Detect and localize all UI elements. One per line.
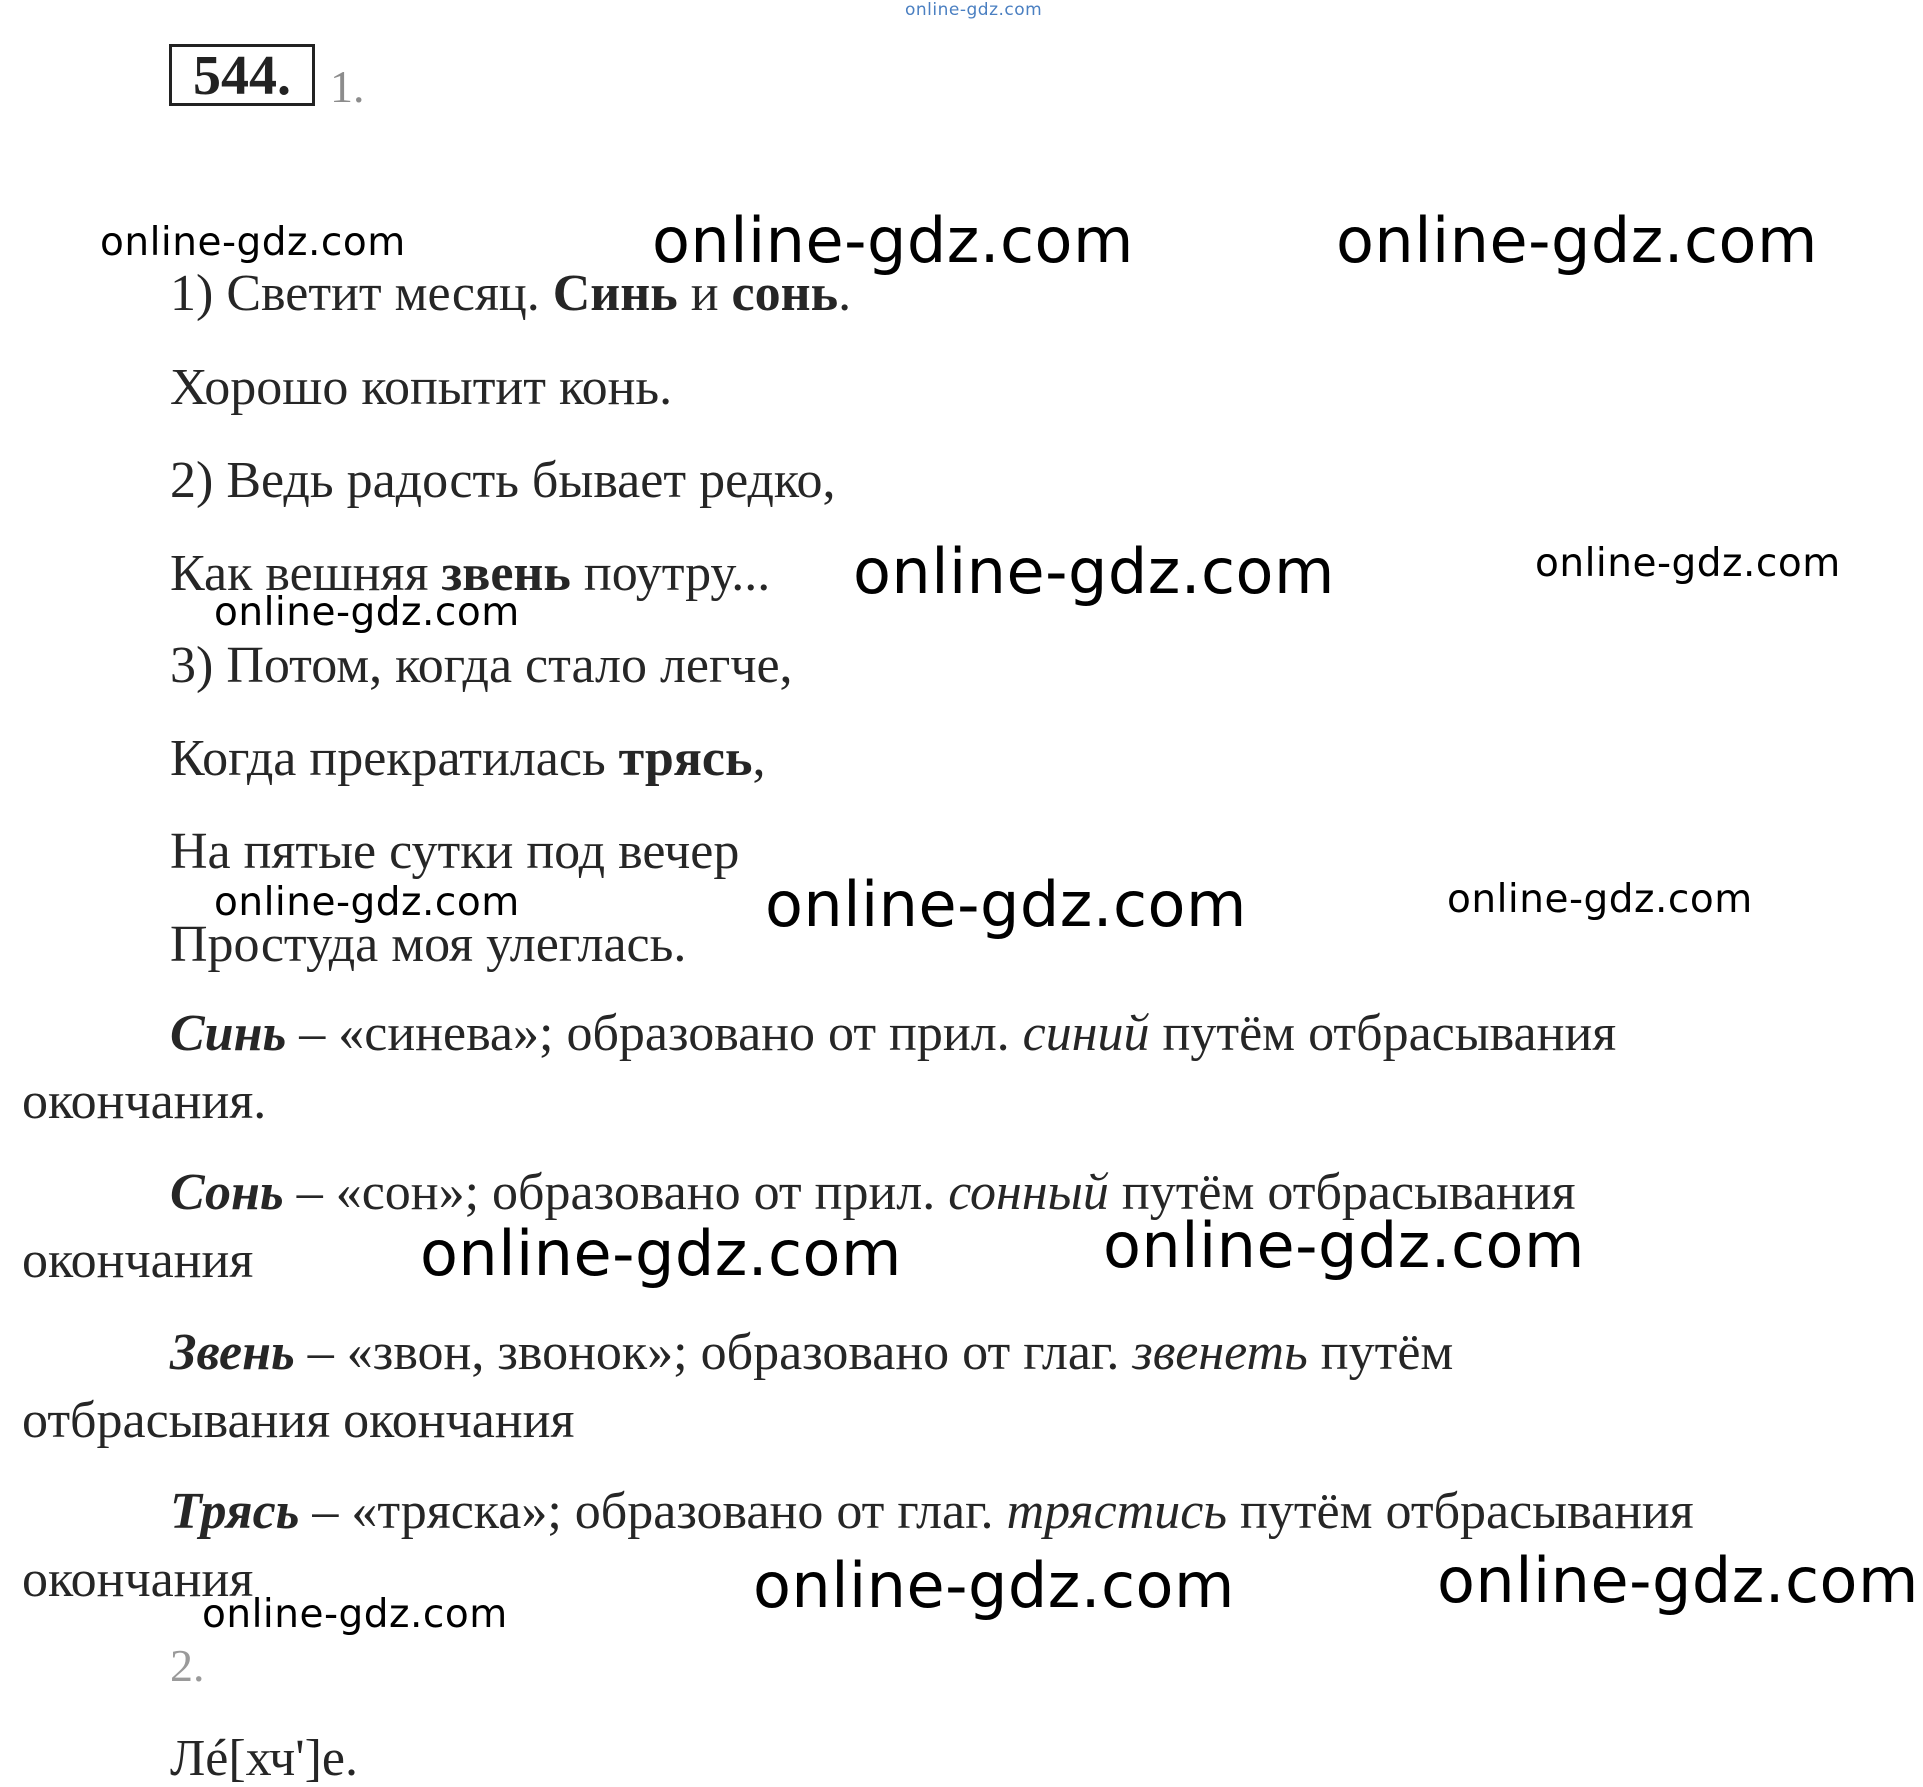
definition-term: Синь — [170, 1005, 287, 1062]
word-zven: звень — [441, 545, 571, 602]
watermark: online-gdz.com — [1437, 1544, 1919, 1617]
word-tryas: трясь — [618, 730, 753, 787]
definition-sin-cont: окончания. — [22, 1073, 267, 1130]
definition-rest: путём отбрасывания — [1149, 1005, 1617, 1062]
definition-text: – «тряска»; образовано от глаг. — [299, 1483, 1007, 1540]
definition-text: – «звон, звонок»; образовано от глаг. — [294, 1324, 1133, 1381]
watermark: online-gdz.com — [100, 220, 406, 265]
word-son: сонь — [731, 265, 839, 322]
watermark: online-gdz.com — [214, 880, 520, 925]
poem1-line1-end: . — [838, 265, 852, 322]
definition-rest: путём отбрасывания — [1108, 1164, 1576, 1221]
poem3-line2-end: , — [752, 730, 766, 787]
poem2-line2-end: поутру... — [570, 545, 771, 602]
poem2-line2-text: Как вешняя — [170, 545, 442, 602]
part1-label: 1. — [330, 61, 365, 112]
definition-term: Сонь — [170, 1164, 284, 1221]
definition-sin — [170, 1005, 1617, 1062]
definition-source: сонный — [948, 1164, 1109, 1221]
definition-son-cont: окончания — [22, 1232, 254, 1289]
watermark: online-gdz.com — [652, 204, 1134, 277]
poem3-line2 — [170, 730, 766, 787]
watermark: online-gdz.com — [853, 535, 1335, 608]
watermark: online-gdz.com — [753, 1549, 1235, 1622]
poem3-line4: Простуда моя улеглась. — [170, 916, 687, 973]
definition-zven-cont: отбрасывания окончания — [22, 1392, 575, 1449]
definition-source: трястись — [1006, 1483, 1227, 1540]
poem3-line1: 3) Потом, когда стало легче, — [170, 637, 793, 694]
part2-label: 2. — [170, 1640, 205, 1691]
watermark: online-gdz.com — [202, 1592, 508, 1637]
definition-source: синий — [1022, 1005, 1150, 1062]
watermark: online-gdz.com — [1447, 877, 1753, 922]
watermark: online-gdz.com — [214, 590, 520, 635]
definition-term: Трясь — [170, 1483, 300, 1540]
definition-rest: путём отбрасывания — [1226, 1483, 1694, 1540]
poem1-line1-and: и — [677, 265, 732, 322]
top-watermark: online-gdz.com — [905, 0, 1043, 20]
watermark: online-gdz.com — [420, 1217, 902, 1290]
definition-text: – «синева»; образовано от прил. — [286, 1005, 1023, 1062]
definition-zven — [170, 1324, 1454, 1381]
definition-text: – «сон»; образовано от прил. — [283, 1164, 949, 1221]
exercise-number-box: 544. — [169, 44, 315, 106]
poem3-line2-text: Когда прекратилась — [170, 730, 619, 787]
watermark: online-gdz.com — [1535, 541, 1841, 586]
watermark: online-gdz.com — [765, 868, 1247, 941]
definition-rest: путём — [1307, 1324, 1454, 1381]
word-sin: Синь — [552, 265, 678, 322]
watermark: online-gdz.com — [1336, 204, 1818, 277]
poem3-line3: На пятые сутки под вечер — [170, 823, 740, 880]
definition-term: Звень — [170, 1324, 295, 1381]
part2-transcription: Лé[хч']е. — [170, 1730, 358, 1787]
poem1-line1-text: 1) Светит месяц. — [170, 265, 553, 322]
definition-tryas-cont: окончания — [22, 1551, 254, 1608]
definition-tryas — [170, 1483, 1694, 1540]
poem2-line1: 2) Ведь радость бывает редко, — [170, 452, 836, 509]
poem1-line2: Хорошо копытит конь. — [170, 359, 673, 416]
definition-source: звенеть — [1132, 1324, 1308, 1381]
watermark: online-gdz.com — [1103, 1209, 1585, 1282]
